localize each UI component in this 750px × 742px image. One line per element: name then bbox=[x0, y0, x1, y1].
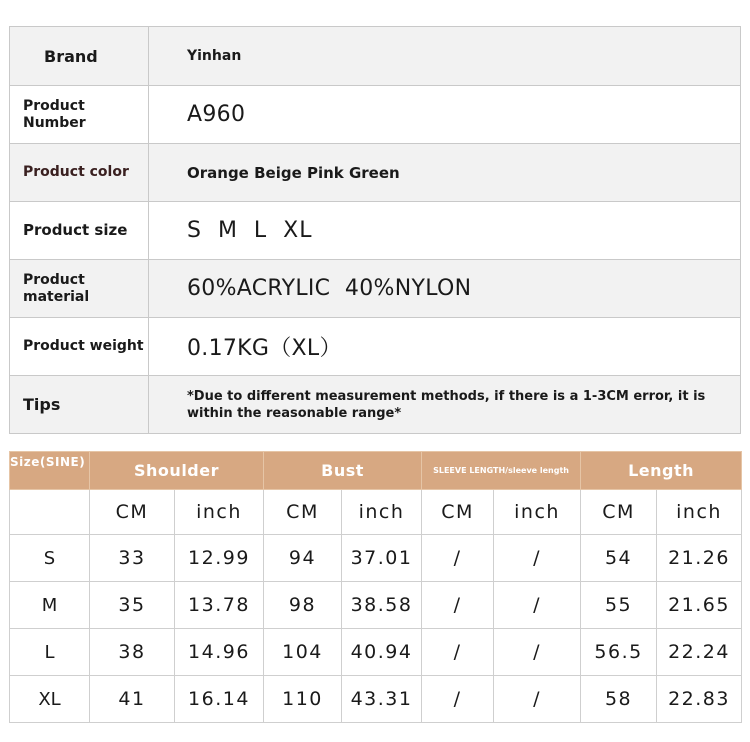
unit-cell: inch bbox=[342, 490, 422, 535]
unit-cell: CM bbox=[422, 490, 494, 535]
info-value: Yinhan bbox=[187, 48, 242, 64]
size-row-s bbox=[10, 535, 742, 582]
info-key: Brand bbox=[10, 27, 149, 85]
product-info-table bbox=[9, 26, 741, 434]
info-key: Product color bbox=[10, 144, 149, 201]
size-cell: 43.31 bbox=[342, 676, 422, 723]
size-cell: 104 bbox=[264, 629, 342, 676]
header-shoulder: Shoulder bbox=[90, 452, 264, 490]
size-label: L bbox=[10, 629, 90, 676]
info-value: A960 bbox=[187, 102, 246, 127]
info-row-product-material bbox=[10, 259, 740, 317]
size-cell: / bbox=[494, 629, 581, 676]
info-value: S M L XL bbox=[187, 218, 313, 243]
size-cell: 33 bbox=[90, 535, 175, 582]
info-value: 60%ACRYLIC 40%NYLON bbox=[187, 276, 472, 301]
size-cell: 94 bbox=[264, 535, 342, 582]
size-cell: / bbox=[422, 535, 494, 582]
unit-blank bbox=[10, 490, 90, 535]
size-label: M bbox=[10, 582, 90, 629]
size-cell: 54 bbox=[581, 535, 657, 582]
unit-cell: CM bbox=[581, 490, 657, 535]
size-cell: / bbox=[422, 676, 494, 723]
info-key: Product weight bbox=[10, 318, 149, 375]
size-cell: / bbox=[494, 582, 581, 629]
info-key: Product material bbox=[10, 260, 149, 317]
size-cell: 38 bbox=[90, 629, 175, 676]
info-value: *Due to different measurement methods, if there is a 1-3CM error, it is within the reasonable range* bbox=[187, 388, 706, 421]
size-cell: 22.83 bbox=[657, 676, 742, 723]
size-cell: 16.14 bbox=[175, 676, 264, 723]
unit-cell: inch bbox=[657, 490, 742, 535]
size-label: XL bbox=[10, 676, 90, 723]
size-table-header bbox=[10, 452, 742, 490]
size-row-xl bbox=[10, 676, 742, 723]
size-cell: 37.01 bbox=[342, 535, 422, 582]
header-length: Length bbox=[581, 452, 742, 490]
size-cell: 14.96 bbox=[175, 629, 264, 676]
size-label: S bbox=[10, 535, 90, 582]
size-cell: 56.5 bbox=[581, 629, 657, 676]
size-cell: 110 bbox=[264, 676, 342, 723]
size-cell: 41 bbox=[90, 676, 175, 723]
size-cell: 21.26 bbox=[657, 535, 742, 582]
info-value: 0.17KG（XL） bbox=[187, 336, 342, 361]
info-row-product-weight bbox=[10, 317, 740, 375]
size-cell: / bbox=[494, 676, 581, 723]
size-cell: 22.24 bbox=[657, 629, 742, 676]
info-key: Tips bbox=[10, 376, 149, 433]
size-cell: 13.78 bbox=[175, 582, 264, 629]
size-chart-table bbox=[9, 451, 742, 723]
info-row-tips bbox=[10, 375, 740, 433]
size-table-units bbox=[10, 490, 742, 535]
size-row-m bbox=[10, 582, 742, 629]
size-cell: 21.65 bbox=[657, 582, 742, 629]
info-value: Orange Beige Pink Green bbox=[187, 163, 400, 182]
unit-cell: inch bbox=[175, 490, 264, 535]
header-size: Size(SINE) bbox=[10, 452, 90, 490]
size-cell: 98 bbox=[264, 582, 342, 629]
size-cell: / bbox=[494, 535, 581, 582]
unit-cell: inch bbox=[494, 490, 581, 535]
info-row-product-number bbox=[10, 85, 740, 143]
size-cell: 40.94 bbox=[342, 629, 422, 676]
size-cell: 12.99 bbox=[175, 535, 264, 582]
size-cell: / bbox=[422, 582, 494, 629]
header-bust: Bust bbox=[264, 452, 422, 490]
info-row-product-size bbox=[10, 201, 740, 259]
info-key: Product Number bbox=[10, 86, 149, 143]
size-row-l bbox=[10, 629, 742, 676]
size-cell: / bbox=[422, 629, 494, 676]
size-cell: 35 bbox=[90, 582, 175, 629]
unit-cell: CM bbox=[90, 490, 175, 535]
unit-cell: CM bbox=[264, 490, 342, 535]
info-row-brand bbox=[10, 27, 740, 85]
header-sleeve-length: SLEEVE LENGTH/sleeve length bbox=[422, 452, 581, 490]
info-row-product-color bbox=[10, 143, 740, 201]
size-cell: 55 bbox=[581, 582, 657, 629]
size-cell: 58 bbox=[581, 676, 657, 723]
size-cell: 38.58 bbox=[342, 582, 422, 629]
info-key: Product size bbox=[10, 202, 149, 259]
